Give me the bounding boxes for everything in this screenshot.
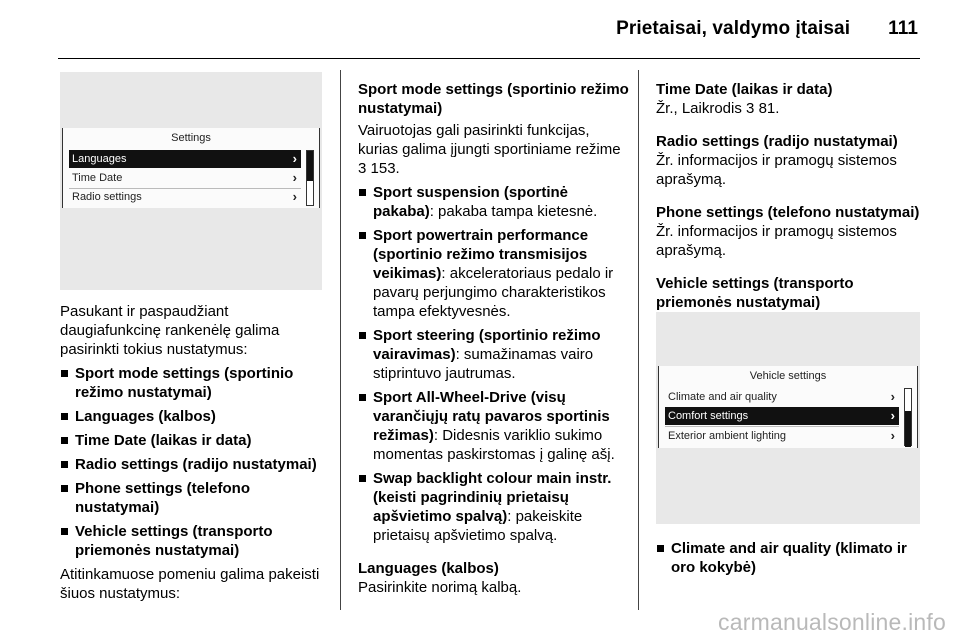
list-item: Sport suspension (sportinė pakaba): pakaba tampa kietesnė. bbox=[358, 183, 630, 221]
list-item: Sport mode settings (sportinio režimo nustatymai) bbox=[60, 364, 332, 402]
chevron-right-icon: › bbox=[292, 189, 297, 204]
vehicle-settings-screen bbox=[658, 366, 918, 448]
list-item: Phone settings (telefono nustatymai) bbox=[60, 479, 332, 517]
page-number: 111 bbox=[888, 18, 918, 39]
section-heading: Radio settings (radijo nustatymai) bbox=[656, 133, 898, 150]
column-divider-2 bbox=[638, 70, 639, 610]
page-ref-icon: 3 bbox=[358, 160, 367, 177]
section-heading: Languages (kalbos) bbox=[358, 560, 499, 577]
settings-screen bbox=[62, 128, 320, 208]
page-ref-icon: 3 bbox=[746, 100, 755, 117]
menu-row-time-date: Time Date › bbox=[72, 170, 297, 185]
chevron-right-icon: › bbox=[890, 408, 895, 423]
settings-list bbox=[60, 364, 332, 560]
page-header bbox=[616, 18, 918, 40]
column-2 bbox=[358, 80, 630, 597]
scrollbar-thumb bbox=[307, 151, 313, 181]
scrollbar bbox=[306, 150, 314, 206]
scrollbar-thumb bbox=[905, 411, 911, 447]
chevron-right-icon: › bbox=[292, 151, 297, 166]
section-heading: Phone settings (telefono nustatymai) bbox=[656, 204, 920, 221]
section-body: Žr., Laikrodis 3 81. bbox=[656, 100, 780, 117]
list-item: Sport powertrain performance (sportinio režimo transmisijos veikimas): akceleratoriaus pedalo ir pavarų perjungimo charakteristikos tampa efektyvesnės. bbox=[358, 226, 630, 321]
sport-options-list bbox=[358, 183, 630, 545]
intro-text: Pasukant ir paspaudžiant daugiafunkcinę rankenėlę galima pasirinkti tokius nustatymus: bbox=[60, 303, 280, 358]
watermark: carmanualsonline.info bbox=[718, 609, 946, 635]
list-item: Swap backlight colour main instr. (keisti pagrindinių prietaisų apšvietimo spalvą): pakeiskite prietaisų apšvietimo spalvą. bbox=[358, 469, 630, 545]
chevron-right-icon: › bbox=[292, 170, 297, 185]
outro-text: Atitinkamuose pomeniu galima pakeisti šiuos nustatymus: bbox=[60, 566, 320, 602]
column-3-bottom bbox=[656, 534, 926, 577]
section-body: Žr. informacijos ir pramogų sistemos aprašymą. bbox=[656, 223, 897, 259]
menu-row-radio-settings: Radio settings › bbox=[72, 189, 297, 204]
vehicle-settings-list bbox=[656, 539, 926, 577]
section-heading: Time Date (laikas ir data) bbox=[656, 81, 833, 98]
header-rule bbox=[58, 58, 920, 59]
section-body: Pasirinkite norimą kalbą. bbox=[358, 579, 522, 596]
menu-row-exterior-lighting: Exterior ambient lighting › bbox=[668, 428, 895, 443]
scrollbar bbox=[904, 388, 912, 446]
column-1 bbox=[60, 302, 332, 603]
menu-row-comfort: Comfort settings › bbox=[665, 407, 899, 425]
chevron-right-icon: › bbox=[890, 389, 895, 404]
list-item: Time Date (laikas ir data) bbox=[60, 431, 332, 450]
list-item: Radio settings (radijo nustatymai) bbox=[60, 455, 332, 474]
menu-row-climate: Climate and air quality › bbox=[668, 389, 895, 404]
section-heading: Vehicle settings (transporto priemonės nustatymai) bbox=[656, 275, 854, 311]
column-divider-1 bbox=[340, 70, 341, 610]
chevron-right-icon: › bbox=[890, 428, 895, 443]
section-body: Vairuotojas gali pasirinkti funkcijas, kurias galima įjungti sportiniame režime 3 153. bbox=[358, 122, 621, 177]
column-3 bbox=[656, 80, 926, 312]
list-item: Sport steering (sportinio režimo vairavimas): sumažinamas vairo stiprintuvo jautrumas. bbox=[358, 326, 630, 383]
vehicle-settings-figure bbox=[656, 312, 920, 524]
list-item: Climate and air quality (klimato ir oro kokybė) bbox=[656, 539, 926, 577]
settings-figure bbox=[60, 72, 322, 290]
section-body: Žr. informacijos ir pramogų sistemos aprašymą. bbox=[656, 152, 897, 188]
menu-row-languages: Languages › bbox=[69, 150, 301, 168]
screen-title: Vehicle settings bbox=[749, 370, 827, 382]
list-item: Languages (kalbos) bbox=[60, 407, 332, 426]
list-item: Sport All-Wheel-Drive (visų varančiųjų ratų pavaros sportinis režimas): Didesnis variklio sukimo momentas paskirstomas į galinę ašį. bbox=[358, 388, 630, 464]
screen-title: Settings bbox=[171, 132, 211, 144]
section-heading: Sport mode settings (sportinio režimo nustatymai) bbox=[358, 81, 629, 117]
list-item: Vehicle settings (transporto priemonės nustatymai) bbox=[60, 522, 332, 560]
chapter-title: Prietaisai, valdymo įtaisai bbox=[616, 18, 851, 39]
